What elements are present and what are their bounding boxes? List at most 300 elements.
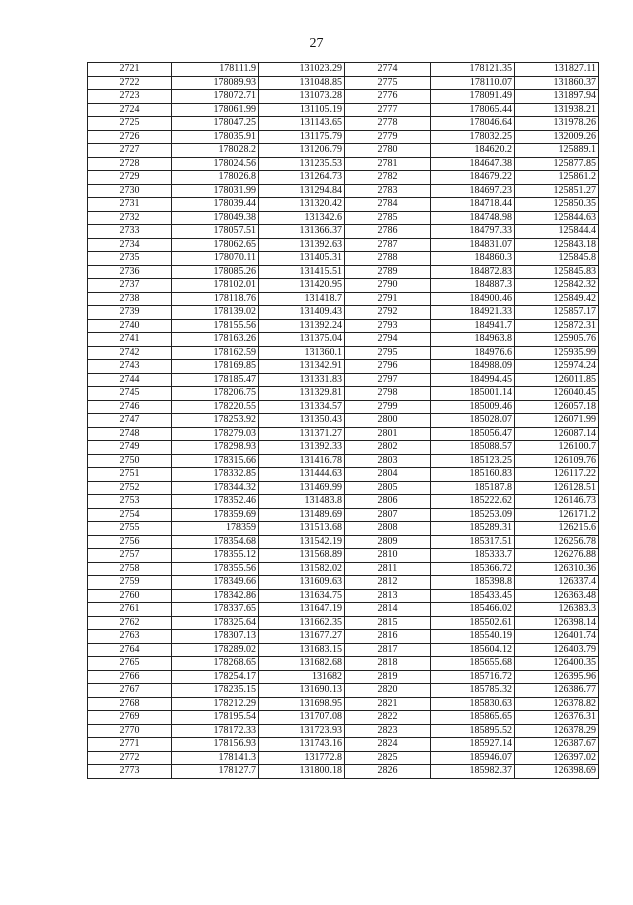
y-coordinate-cell: 131418.7 — [259, 292, 345, 306]
point-number-cell: 2810 — [345, 549, 431, 563]
x-coordinate-cell: 178268.65 — [172, 657, 259, 671]
x-coordinate-cell: 178172.33 — [172, 724, 259, 738]
point-number-cell: 2787 — [345, 238, 431, 252]
y-coordinate-cell: 131350.43 — [259, 414, 345, 428]
x-coordinate-cell: 178254.17 — [172, 670, 259, 684]
x-coordinate-cell: 178061.99 — [172, 103, 259, 117]
table-row — [88, 306, 599, 320]
x-coordinate-cell: 178289.02 — [172, 643, 259, 657]
point-number-cell: 2759 — [88, 576, 172, 590]
y-coordinate-cell: 126146.73 — [515, 495, 599, 509]
point-number-cell: 2774 — [345, 63, 431, 77]
table-row — [88, 252, 599, 266]
table-row — [88, 333, 599, 347]
point-number-cell: 2800 — [345, 414, 431, 428]
point-number-cell: 2823 — [345, 724, 431, 738]
x-coordinate-cell: 178344.32 — [172, 481, 259, 495]
point-number-cell: 2732 — [88, 211, 172, 225]
x-coordinate-cell: 178065.44 — [431, 103, 515, 117]
x-coordinate-cell: 178141.3 — [172, 751, 259, 765]
point-number-cell: 2758 — [88, 562, 172, 576]
y-coordinate-cell: 131360.1 — [259, 346, 345, 360]
table-row — [88, 711, 599, 725]
x-coordinate-cell: 178352.46 — [172, 495, 259, 509]
y-coordinate-cell: 131938.21 — [515, 103, 599, 117]
x-coordinate-cell: 178163.26 — [172, 333, 259, 347]
point-number-cell: 2743 — [88, 360, 172, 374]
y-coordinate-cell: 125844.63 — [515, 211, 599, 225]
table-row — [88, 738, 599, 752]
x-coordinate-cell: 184679.22 — [431, 171, 515, 185]
point-number-cell: 2755 — [88, 522, 172, 536]
x-coordinate-cell: 178337.65 — [172, 603, 259, 617]
table-row — [88, 481, 599, 495]
x-coordinate-cell: 178024.56 — [172, 157, 259, 171]
y-coordinate-cell: 125849.42 — [515, 292, 599, 306]
point-number-cell: 2722 — [88, 76, 172, 90]
x-coordinate-cell: 184921.33 — [431, 306, 515, 320]
x-coordinate-cell: 178102.01 — [172, 279, 259, 293]
x-coordinate-cell: 178139.02 — [172, 306, 259, 320]
point-number-cell: 2803 — [345, 454, 431, 468]
y-coordinate-cell: 131143.65 — [259, 117, 345, 131]
x-coordinate-cell: 185540.19 — [431, 630, 515, 644]
point-number-cell: 2796 — [345, 360, 431, 374]
point-number-cell: 2761 — [88, 603, 172, 617]
y-coordinate-cell: 126397.02 — [515, 751, 599, 765]
point-number-cell: 2767 — [88, 684, 172, 698]
point-number-cell: 2794 — [345, 333, 431, 347]
point-number-cell: 2727 — [88, 144, 172, 158]
table-body — [88, 63, 599, 779]
y-coordinate-cell: 126403.79 — [515, 643, 599, 657]
y-coordinate-cell: 126337.4 — [515, 576, 599, 590]
y-coordinate-cell: 126128.51 — [515, 481, 599, 495]
y-coordinate-cell: 125935.99 — [515, 346, 599, 360]
point-number-cell: 2809 — [345, 535, 431, 549]
point-number-cell: 2780 — [345, 144, 431, 158]
x-coordinate-cell: 178089.93 — [172, 76, 259, 90]
point-number-cell: 2742 — [88, 346, 172, 360]
point-number-cell: 2805 — [345, 481, 431, 495]
x-coordinate-cell: 184647.38 — [431, 157, 515, 171]
x-coordinate-cell: 178162.59 — [172, 346, 259, 360]
y-coordinate-cell: 131682.68 — [259, 657, 345, 671]
table-row — [88, 63, 599, 77]
point-number-cell: 2765 — [88, 657, 172, 671]
y-coordinate-cell: 131175.79 — [259, 130, 345, 144]
point-number-cell: 2757 — [88, 549, 172, 563]
x-coordinate-cell: 178342.86 — [172, 589, 259, 603]
x-coordinate-cell: 185865.65 — [431, 711, 515, 725]
y-coordinate-cell: 126171.2 — [515, 508, 599, 522]
x-coordinate-cell: 185466.02 — [431, 603, 515, 617]
table-row — [88, 684, 599, 698]
point-number-cell: 2740 — [88, 319, 172, 333]
y-coordinate-cell: 125843.18 — [515, 238, 599, 252]
point-number-cell: 2788 — [345, 252, 431, 266]
table-row — [88, 198, 599, 212]
x-coordinate-cell: 184872.83 — [431, 265, 515, 279]
y-coordinate-cell: 131683.15 — [259, 643, 345, 657]
point-number-cell: 2817 — [345, 643, 431, 657]
y-coordinate-cell: 126100.7 — [515, 441, 599, 455]
y-coordinate-cell: 131662.35 — [259, 616, 345, 630]
point-number-cell: 2731 — [88, 198, 172, 212]
x-coordinate-cell: 178091.49 — [431, 90, 515, 104]
y-coordinate-cell: 131682 — [259, 670, 345, 684]
point-number-cell: 2760 — [88, 589, 172, 603]
point-number-cell: 2792 — [345, 306, 431, 320]
table-row — [88, 765, 599, 779]
x-coordinate-cell: 185830.63 — [431, 697, 515, 711]
y-coordinate-cell: 131723.93 — [259, 724, 345, 738]
table-row — [88, 319, 599, 333]
table-row — [88, 508, 599, 522]
table-row — [88, 751, 599, 765]
point-number-cell: 2737 — [88, 279, 172, 293]
y-coordinate-cell: 126011.85 — [515, 373, 599, 387]
x-coordinate-cell: 178185.47 — [172, 373, 259, 387]
x-coordinate-cell: 178039.44 — [172, 198, 259, 212]
y-coordinate-cell: 131690.13 — [259, 684, 345, 698]
table-row — [88, 427, 599, 441]
x-coordinate-cell: 185317.51 — [431, 535, 515, 549]
x-coordinate-cell: 178169.85 — [172, 360, 259, 374]
point-number-cell: 2816 — [345, 630, 431, 644]
point-number-cell: 2804 — [345, 468, 431, 482]
table-row — [88, 589, 599, 603]
table-row — [88, 441, 599, 455]
point-number-cell: 2777 — [345, 103, 431, 117]
x-coordinate-cell: 184988.09 — [431, 360, 515, 374]
x-coordinate-cell: 185056.47 — [431, 427, 515, 441]
point-number-cell: 2781 — [345, 157, 431, 171]
y-coordinate-cell: 126310.36 — [515, 562, 599, 576]
point-number-cell: 2785 — [345, 211, 431, 225]
y-coordinate-cell: 131860.37 — [515, 76, 599, 90]
y-coordinate-cell: 131827.11 — [515, 63, 599, 77]
table-row — [88, 495, 599, 509]
x-coordinate-cell: 185222.62 — [431, 495, 515, 509]
x-coordinate-cell: 184797.33 — [431, 225, 515, 239]
x-coordinate-cell: 185160.83 — [431, 468, 515, 482]
y-coordinate-cell: 126057.18 — [515, 400, 599, 414]
table-row — [88, 643, 599, 657]
x-coordinate-cell: 178235.15 — [172, 684, 259, 698]
table-row — [88, 522, 599, 536]
point-number-cell: 2730 — [88, 184, 172, 198]
point-number-cell: 2733 — [88, 225, 172, 239]
point-number-cell: 2750 — [88, 454, 172, 468]
point-number-cell: 2746 — [88, 400, 172, 414]
x-coordinate-cell: 185927.14 — [431, 738, 515, 752]
point-number-cell: 2766 — [88, 670, 172, 684]
point-number-cell: 2744 — [88, 373, 172, 387]
y-coordinate-cell: 131978.26 — [515, 117, 599, 131]
y-coordinate-cell: 131371.27 — [259, 427, 345, 441]
point-number-cell: 2775 — [345, 76, 431, 90]
point-number-cell: 2789 — [345, 265, 431, 279]
point-number-cell: 2815 — [345, 616, 431, 630]
y-coordinate-cell: 126378.29 — [515, 724, 599, 738]
point-number-cell: 2825 — [345, 751, 431, 765]
y-coordinate-cell: 131897.94 — [515, 90, 599, 104]
point-number-cell: 2797 — [345, 373, 431, 387]
point-number-cell: 2728 — [88, 157, 172, 171]
point-number-cell: 2723 — [88, 90, 172, 104]
x-coordinate-cell: 178354.68 — [172, 535, 259, 549]
point-number-cell: 2811 — [345, 562, 431, 576]
y-coordinate-cell: 126117.22 — [515, 468, 599, 482]
y-coordinate-cell: 131489.69 — [259, 508, 345, 522]
point-number-cell: 2736 — [88, 265, 172, 279]
point-number-cell: 2814 — [345, 603, 431, 617]
x-coordinate-cell: 178057.51 — [172, 225, 259, 239]
y-coordinate-cell: 131568.89 — [259, 549, 345, 563]
y-coordinate-cell: 131392.63 — [259, 238, 345, 252]
x-coordinate-cell: 184860.3 — [431, 252, 515, 266]
point-number-cell: 2754 — [88, 508, 172, 522]
point-number-cell: 2762 — [88, 616, 172, 630]
x-coordinate-cell: 178026.8 — [172, 171, 259, 185]
x-coordinate-cell: 178325.64 — [172, 616, 259, 630]
table-row — [88, 657, 599, 671]
table-row — [88, 90, 599, 104]
x-coordinate-cell: 185502.61 — [431, 616, 515, 630]
x-coordinate-cell: 185009.46 — [431, 400, 515, 414]
point-number-cell: 2734 — [88, 238, 172, 252]
point-number-cell: 2820 — [345, 684, 431, 698]
y-coordinate-cell: 125877.85 — [515, 157, 599, 171]
x-coordinate-cell: 184748.98 — [431, 211, 515, 225]
x-coordinate-cell: 178111.9 — [172, 63, 259, 77]
x-coordinate-cell: 184887.3 — [431, 279, 515, 293]
table-row — [88, 387, 599, 401]
x-coordinate-cell: 178118.76 — [172, 292, 259, 306]
x-coordinate-cell: 178049.38 — [172, 211, 259, 225]
x-coordinate-cell: 178032.25 — [431, 130, 515, 144]
y-coordinate-cell: 131366.37 — [259, 225, 345, 239]
point-number-cell: 2818 — [345, 657, 431, 671]
table-row — [88, 616, 599, 630]
y-coordinate-cell: 132009.26 — [515, 130, 599, 144]
y-coordinate-cell: 131542.19 — [259, 535, 345, 549]
table-row — [88, 603, 599, 617]
table-row — [88, 562, 599, 576]
table-row — [88, 292, 599, 306]
point-number-cell: 2782 — [345, 171, 431, 185]
y-coordinate-cell: 126395.96 — [515, 670, 599, 684]
y-coordinate-cell: 125857.17 — [515, 306, 599, 320]
y-coordinate-cell: 131048.85 — [259, 76, 345, 90]
x-coordinate-cell: 178062.65 — [172, 238, 259, 252]
x-coordinate-cell: 178195.54 — [172, 711, 259, 725]
point-number-cell: 2773 — [88, 765, 172, 779]
y-coordinate-cell: 125851.27 — [515, 184, 599, 198]
y-coordinate-cell: 126386.77 — [515, 684, 599, 698]
x-coordinate-cell: 185366.72 — [431, 562, 515, 576]
x-coordinate-cell: 178206.75 — [172, 387, 259, 401]
x-coordinate-cell: 185604.12 — [431, 643, 515, 657]
point-number-cell: 2822 — [345, 711, 431, 725]
point-number-cell: 2808 — [345, 522, 431, 536]
y-coordinate-cell: 131409.43 — [259, 306, 345, 320]
point-number-cell: 2778 — [345, 117, 431, 131]
x-coordinate-cell: 184963.8 — [431, 333, 515, 347]
x-coordinate-cell: 185433.45 — [431, 589, 515, 603]
point-number-cell: 2772 — [88, 751, 172, 765]
x-coordinate-cell: 178085.26 — [172, 265, 259, 279]
y-coordinate-cell: 131743.16 — [259, 738, 345, 752]
point-number-cell: 2821 — [345, 697, 431, 711]
point-number-cell: 2795 — [345, 346, 431, 360]
point-number-cell: 2749 — [88, 441, 172, 455]
x-coordinate-cell: 184831.07 — [431, 238, 515, 252]
point-number-cell: 2745 — [88, 387, 172, 401]
x-coordinate-cell: 178031.99 — [172, 184, 259, 198]
point-number-cell: 2752 — [88, 481, 172, 495]
x-coordinate-cell: 184620.2 — [431, 144, 515, 158]
y-coordinate-cell: 126376.31 — [515, 711, 599, 725]
point-number-cell: 2739 — [88, 306, 172, 320]
point-number-cell: 2793 — [345, 319, 431, 333]
y-coordinate-cell: 131206.79 — [259, 144, 345, 158]
point-number-cell: 2826 — [345, 765, 431, 779]
table-row — [88, 697, 599, 711]
table-row — [88, 184, 599, 198]
x-coordinate-cell: 178315.66 — [172, 454, 259, 468]
point-number-cell: 2790 — [345, 279, 431, 293]
y-coordinate-cell: 131800.18 — [259, 765, 345, 779]
x-coordinate-cell: 178156.93 — [172, 738, 259, 752]
point-number-cell: 2783 — [345, 184, 431, 198]
point-number-cell: 2726 — [88, 130, 172, 144]
x-coordinate-cell: 185187.8 — [431, 481, 515, 495]
x-coordinate-cell: 178298.93 — [172, 441, 259, 455]
table-row — [88, 468, 599, 482]
y-coordinate-cell: 126383.3 — [515, 603, 599, 617]
table-row — [88, 360, 599, 374]
y-coordinate-cell: 131405.31 — [259, 252, 345, 266]
point-number-cell: 2729 — [88, 171, 172, 185]
x-coordinate-cell: 178279.03 — [172, 427, 259, 441]
y-coordinate-cell: 131392.24 — [259, 319, 345, 333]
x-coordinate-cell: 178035.91 — [172, 130, 259, 144]
x-coordinate-cell: 178047.25 — [172, 117, 259, 131]
x-coordinate-cell: 178253.92 — [172, 414, 259, 428]
x-coordinate-cell: 185398.8 — [431, 576, 515, 590]
page-number: 27 — [309, 36, 324, 51]
x-coordinate-cell: 185088.57 — [431, 441, 515, 455]
table-row — [88, 238, 599, 252]
point-number-cell: 2751 — [88, 468, 172, 482]
x-coordinate-cell: 178121.35 — [431, 63, 515, 77]
point-number-cell: 2756 — [88, 535, 172, 549]
y-coordinate-cell: 126109.76 — [515, 454, 599, 468]
point-number-cell: 2747 — [88, 414, 172, 428]
y-coordinate-cell: 125845.8 — [515, 252, 599, 266]
table-row — [88, 670, 599, 684]
x-coordinate-cell: 178110.07 — [431, 76, 515, 90]
table-row — [88, 576, 599, 590]
y-coordinate-cell: 125905.76 — [515, 333, 599, 347]
x-coordinate-cell: 178332.85 — [172, 468, 259, 482]
point-number-cell: 2741 — [88, 333, 172, 347]
y-coordinate-cell: 131609.63 — [259, 576, 345, 590]
x-coordinate-cell: 178070.11 — [172, 252, 259, 266]
point-number-cell: 2748 — [88, 427, 172, 441]
y-coordinate-cell: 131264.73 — [259, 171, 345, 185]
x-coordinate-cell: 184941.7 — [431, 319, 515, 333]
point-number-cell: 2768 — [88, 697, 172, 711]
x-coordinate-cell: 184900.46 — [431, 292, 515, 306]
x-coordinate-cell: 185895.52 — [431, 724, 515, 738]
point-number-cell: 2763 — [88, 630, 172, 644]
point-number-cell: 2724 — [88, 103, 172, 117]
x-coordinate-cell: 178307.13 — [172, 630, 259, 644]
table-row — [88, 549, 599, 563]
y-coordinate-cell: 131235.53 — [259, 157, 345, 171]
point-number-cell: 2779 — [345, 130, 431, 144]
x-coordinate-cell: 178072.71 — [172, 90, 259, 104]
x-coordinate-cell: 185123.25 — [431, 454, 515, 468]
point-number-cell: 2784 — [345, 198, 431, 212]
y-coordinate-cell: 125842.32 — [515, 279, 599, 293]
y-coordinate-cell: 131105.19 — [259, 103, 345, 117]
x-coordinate-cell: 185289.31 — [431, 522, 515, 536]
y-coordinate-cell: 131392.33 — [259, 441, 345, 455]
x-coordinate-cell: 178212.29 — [172, 697, 259, 711]
y-coordinate-cell: 125850.35 — [515, 198, 599, 212]
x-coordinate-cell: 184994.45 — [431, 373, 515, 387]
table-row — [88, 144, 599, 158]
point-number-cell: 2799 — [345, 400, 431, 414]
y-coordinate-cell: 126400.35 — [515, 657, 599, 671]
y-coordinate-cell: 126071.99 — [515, 414, 599, 428]
coordinates-table — [87, 62, 599, 779]
table-row — [88, 414, 599, 428]
table-row — [88, 346, 599, 360]
point-number-cell: 2791 — [345, 292, 431, 306]
table-row — [88, 454, 599, 468]
y-coordinate-cell: 131294.84 — [259, 184, 345, 198]
x-coordinate-cell: 185655.68 — [431, 657, 515, 671]
y-coordinate-cell: 131513.68 — [259, 522, 345, 536]
y-coordinate-cell: 131342.6 — [259, 211, 345, 225]
y-coordinate-cell: 131329.81 — [259, 387, 345, 401]
y-coordinate-cell: 131634.75 — [259, 589, 345, 603]
x-coordinate-cell: 178349.66 — [172, 576, 259, 590]
x-coordinate-cell: 178359 — [172, 522, 259, 536]
y-coordinate-cell: 125872.31 — [515, 319, 599, 333]
table-row — [88, 76, 599, 90]
table-row — [88, 279, 599, 293]
x-coordinate-cell: 185028.07 — [431, 414, 515, 428]
y-coordinate-cell: 126401.74 — [515, 630, 599, 644]
point-number-cell: 2786 — [345, 225, 431, 239]
point-number-cell: 2721 — [88, 63, 172, 77]
point-number-cell: 2776 — [345, 90, 431, 104]
y-coordinate-cell: 131582.02 — [259, 562, 345, 576]
table-row — [88, 157, 599, 171]
point-number-cell: 2812 — [345, 576, 431, 590]
table-row — [88, 171, 599, 185]
x-coordinate-cell: 178028.2 — [172, 144, 259, 158]
table-row — [88, 265, 599, 279]
table-row — [88, 211, 599, 225]
y-coordinate-cell: 131647.19 — [259, 603, 345, 617]
